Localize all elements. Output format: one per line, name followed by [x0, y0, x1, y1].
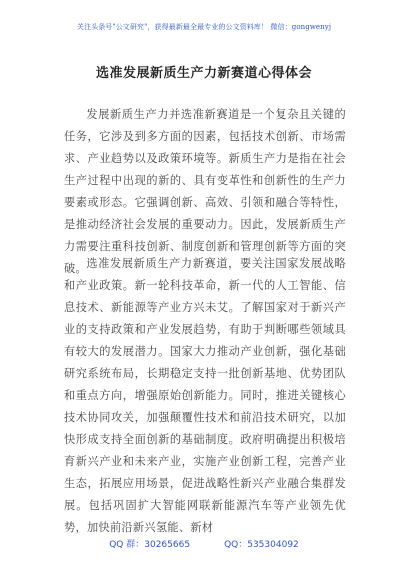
footer-qq-number: QQ：535304092 — [224, 540, 299, 550]
footer-qq-group: QQ 群：30265665 — [109, 540, 191, 550]
paragraph-1: 发展新质生产力并选准新赛道是一个复杂且关键的任务，它涉及到多方面的因素，包括技术创新、市场需求、产业趋势以及政策环境等。新质生产力是指在社会生产过程中出现的新的、具有变革性和创新性的生产力要素或形态。它强调创新、高效、引领和融合等特性，是推动经济社会发展的重要动力。因此，发展新质生产力需要注重科技创新、制度创新和管理创新等方面的突破。 — [64, 108, 346, 275]
paragraph-2: 选准发展新质生产力新赛道，要关注国家发展战略和产业政策。新一轮科技革命，新一代的人工智能、信息技术、新能源等产业方兴未艾。了解国家对于新兴产业的支持政策和产业发展趋势，有助于判断哪些领域具有较大的发展潜力。国家大力推动产业创新，强化基础研究系统布局，长期稳定支持一批创新基地、优势团队和重点方向，增强原始创新能力。同时，推进关键核心技术协同攻关，加强颠覆性技术和前沿技术研究，以加快形成支持全面创新的基础制度。政府明确提出积极培育新兴产业和未来产业，实施产业创新工程，完善产业生态，拓展应用场景，促进战略性新兴产业融合集群发展。包括巩固扩大智能网联新能源汽车等产业领先优势，加快前沿新兴氢能、新材 — [64, 257, 346, 534]
footer-contacts — [0, 537, 408, 550]
document-title: 选准发展新质生产力新赛道心得体会 — [95, 66, 312, 81]
header-notice: 关注头条号"公文研究"，获得最新最全最专业的公文资料库！ 微信：gongwenyj — [76, 23, 332, 31]
